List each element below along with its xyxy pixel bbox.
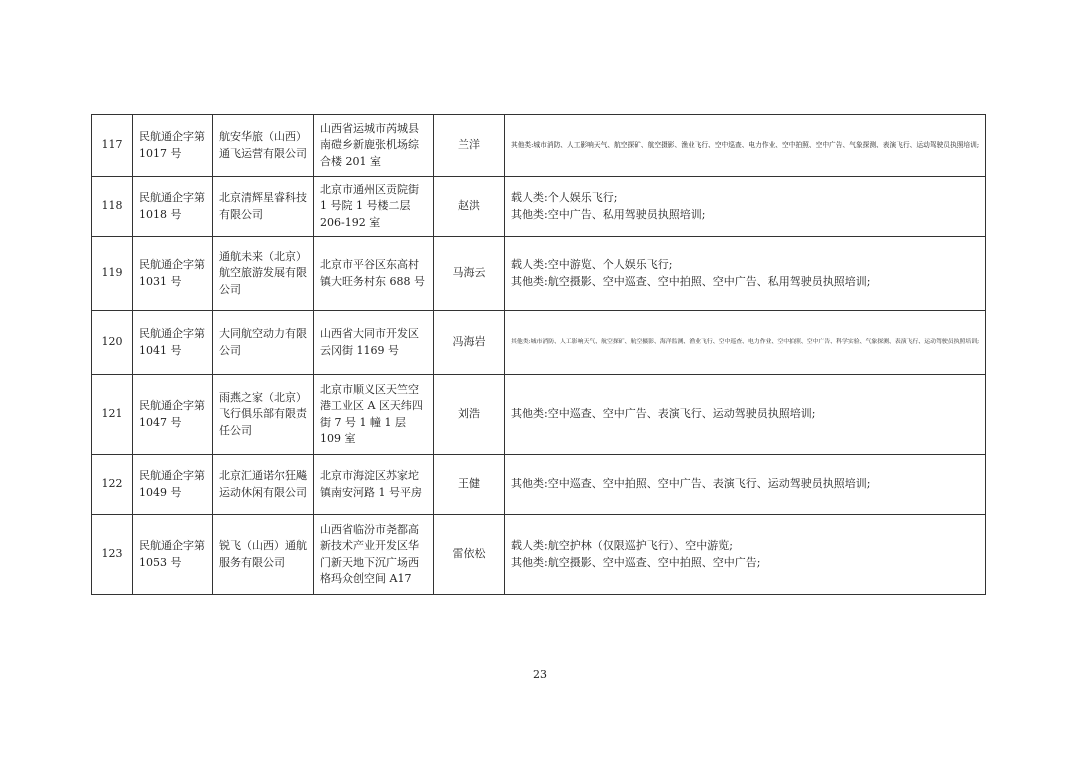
legal-representative: 王健 (434, 455, 505, 515)
company-address: 山西省大同市开发区云冈街 1169 号 (314, 311, 434, 375)
page-number: 23 (533, 668, 547, 681)
business-scope (505, 375, 986, 455)
table-row (92, 237, 986, 311)
legal-representative: 兰洋 (434, 115, 505, 177)
table-row (92, 177, 986, 237)
enterprise-table (91, 114, 986, 595)
scope-line: 其他类:航空摄影、空中巡查、空中拍照、空中广告; (511, 555, 761, 569)
scope-line: 其他类:城市消防、人工影响天气、航空探矿、航空摄影、海洋监测、渔业飞行、空中巡查、电力作业、空中拍照、空中广告、科学实验、气象探测、表演飞行、运动驾驶员执照培训; (511, 339, 980, 346)
legal-representative: 冯海岩 (434, 311, 505, 375)
table-row (92, 375, 986, 455)
row-number: 117 (92, 115, 133, 177)
scope-line: 载人类:航空护林（仅限巡护飞行）、空中游览; (511, 539, 733, 552)
license-number: 民航通企字第 1041 号 (133, 311, 213, 375)
row-number: 122 (92, 455, 133, 515)
license-number: 民航通企字第 1047 号 (133, 375, 213, 455)
scope-line: 载人类:个人娱乐飞行; (511, 191, 618, 204)
company-name: 大同航空动力有限公司 (213, 311, 314, 375)
table-row (92, 515, 986, 595)
license-number: 民航通企字第 1017 号 (133, 115, 213, 177)
table-row (92, 311, 986, 375)
company-address: 北京市顺义区天竺空港工业区 A 区天纬四街 7 号 1 幢 1 层 109 室 (314, 375, 434, 455)
row-number: 121 (92, 375, 133, 455)
scope-line: 其他类:空中巡查、空中拍照、空中广告、表演飞行、运动驾驶员执照培训; (511, 477, 871, 491)
company-name: 锐飞（山西）通航服务有限公司 (213, 515, 314, 595)
company-name: 通航未来（北京）航空旅游发展有限公司 (213, 237, 314, 311)
company-name: 北京汇通诺尔狂飚运动休闲有限公司 (213, 455, 314, 515)
company-name: 航安华旅（山西）通飞运营有限公司 (213, 115, 314, 177)
row-number: 118 (92, 177, 133, 237)
company-name: 雨燕之家（北京）飞行俱乐部有限责任公司 (213, 375, 314, 455)
row-number: 120 (92, 311, 133, 375)
row-number: 123 (92, 515, 133, 595)
license-number: 民航通企字第 1031 号 (133, 237, 213, 311)
company-address: 北京市平谷区东高村镇大旺务村东 688 号 (314, 237, 434, 311)
legal-representative: 赵洪 (434, 177, 505, 237)
scope-line: 其他类:航空摄影、空中巡查、空中拍照、空中广告、私用驾驶员执照培训; (511, 274, 871, 288)
business-scope (505, 177, 986, 237)
scope-line: 其他类:空中广告、私用驾驶员执照培训; (511, 207, 706, 221)
legal-representative: 马海云 (434, 237, 505, 311)
table-body (92, 115, 986, 595)
business-scope (505, 455, 986, 515)
business-scope (505, 311, 986, 375)
scope-line: 其他类:空中巡查、空中广告、表演飞行、运动驾驶员执照培训; (511, 407, 816, 421)
company-name: 北京清辉星睿科技有限公司 (213, 177, 314, 237)
row-number: 119 (92, 237, 133, 311)
business-scope (505, 237, 986, 311)
company-address: 山西省临汾市尧都高新技术产业开发区华门新天地下沉广场西格玛众创空间 A17 (314, 515, 434, 595)
license-number: 民航通企字第 1018 号 (133, 177, 213, 237)
scope-line: 载人类:空中游览、个人娱乐飞行; (511, 258, 673, 271)
business-scope (505, 115, 986, 177)
legal-representative: 雷依松 (434, 515, 505, 595)
legal-representative: 刘浩 (434, 375, 505, 455)
license-number: 民航通企字第 1049 号 (133, 455, 213, 515)
company-address: 北京市通州区贡院街 1 号院 1 号楼二层 206-192 室 (314, 177, 434, 237)
license-number: 民航通企字第 1053 号 (133, 515, 213, 595)
company-address: 北京市海淀区苏家坨镇南安河路 1 号平房 (314, 455, 434, 515)
business-scope (505, 515, 986, 595)
company-address: 山西省运城市芮城县南磑乡新鹿张机场综合楼 201 室 (314, 115, 434, 177)
scope-line: 其他类:城市消防、人工影响天气、航空探矿、航空摄影、渔业飞行、空中巡查、电力作业、空中拍照、空中广告、气象探测、表演飞行、运动驾驶员执照培训; (511, 141, 980, 150)
table-row (92, 455, 986, 515)
table-row (92, 115, 986, 177)
